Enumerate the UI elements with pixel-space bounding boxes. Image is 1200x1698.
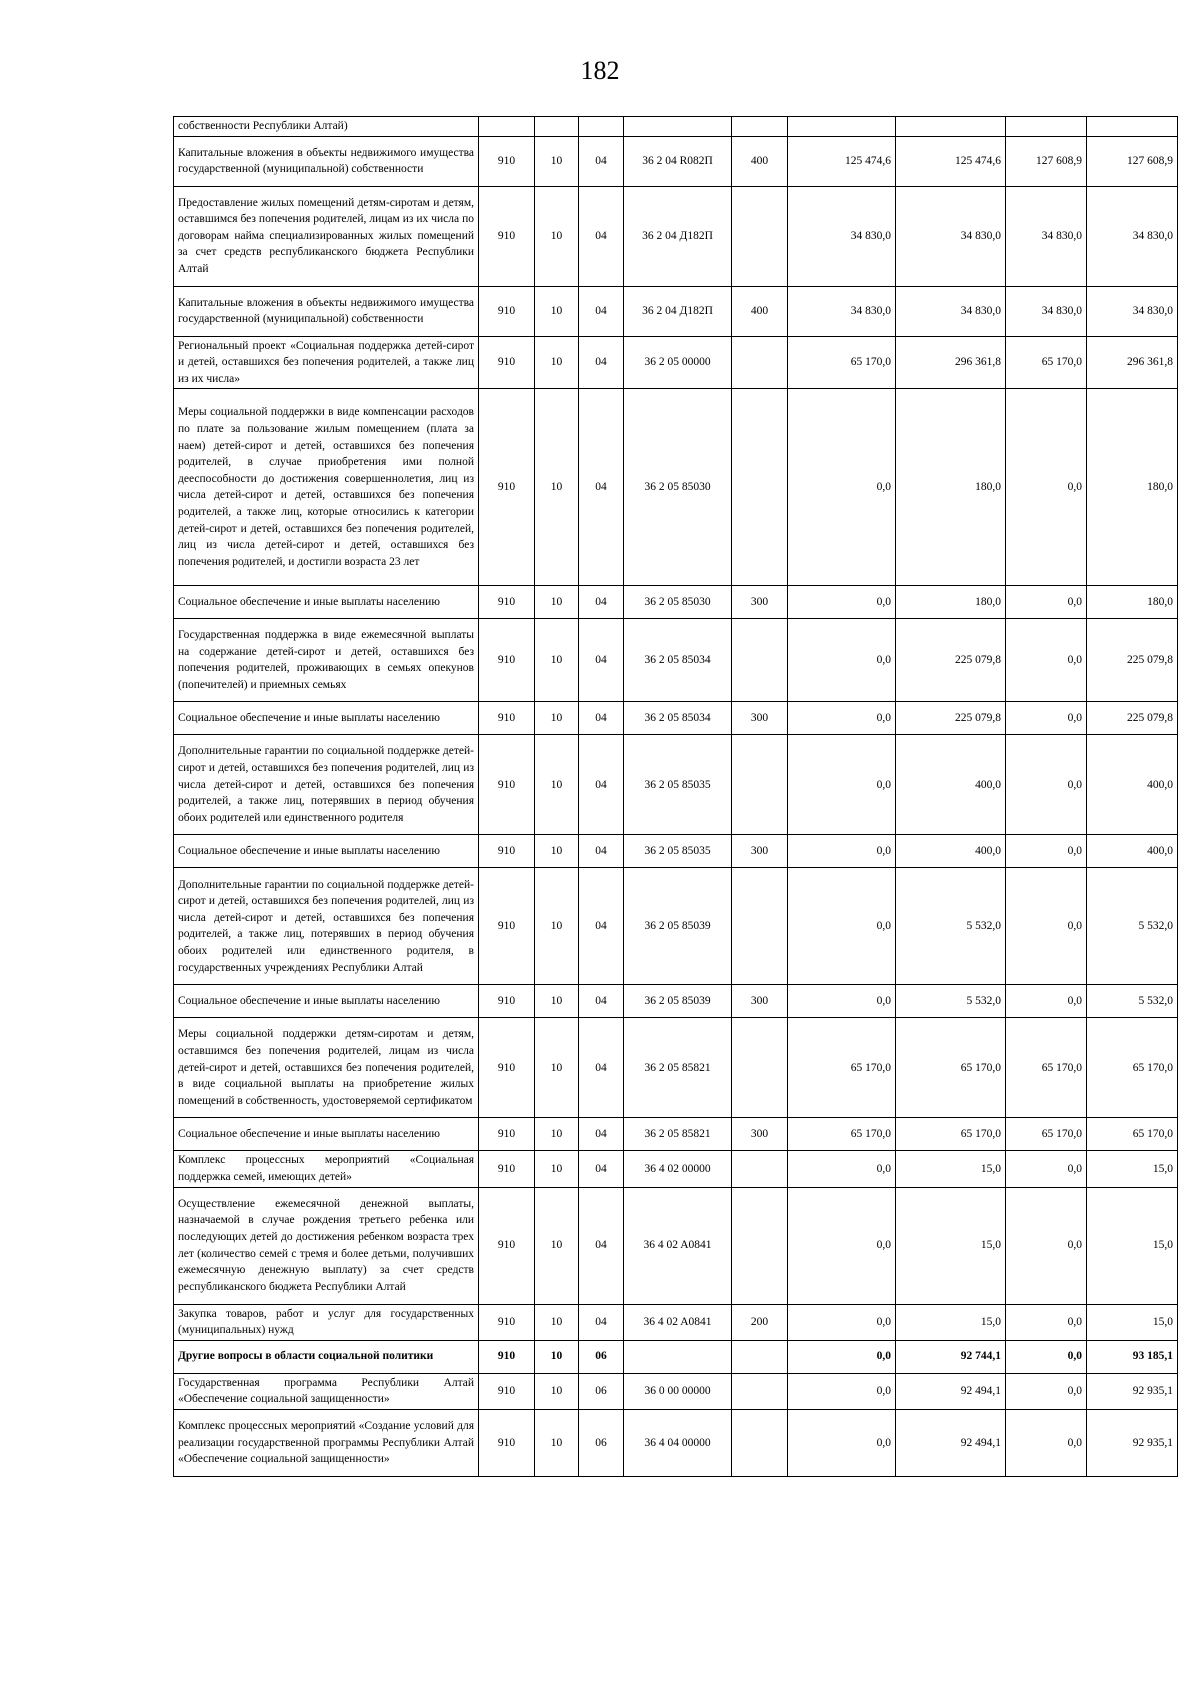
table-row: [174, 868, 1178, 985]
cell-target-article: 36 2 05 85035: [624, 835, 732, 868]
cell-target-article: [624, 1340, 732, 1373]
cell-subsection: 04: [579, 619, 624, 702]
cell-grbs: 910: [479, 1187, 535, 1304]
table-row: [174, 1373, 1178, 1409]
cell-amount-3: 0,0: [1006, 1151, 1087, 1187]
cell-name: Меры социальной поддержки детям-сиротам и детям, оставшимся без попечения родителей, лицам из числа детей-сирот и детей, оставшихся без попечения родителей, в виде социальной выплаты на приобретение жилых помещений в собственность, удостоверяемой сертификатом: [174, 1018, 479, 1118]
cell-name: Осуществление ежемесячной денежной выплаты, назначаемой в случае рождения третьего ребенка или последующих детей до достижения ребенком возраста трех лет (количество семей с тремя и более детьми, получивших ежемесячную денежную выплату) за счет средств республиканского бюджета Республики Алтай: [174, 1187, 479, 1304]
cell-amount-2: 15,0: [896, 1151, 1006, 1187]
cell-section: 10: [535, 389, 579, 586]
cell-grbs: 910: [479, 586, 535, 619]
cell-target-article: 36 2 04 Д182П: [624, 286, 732, 336]
cell-section: 10: [535, 985, 579, 1018]
cell-expense-type: 200: [732, 1304, 788, 1340]
cell-amount-2: 34 830,0: [896, 186, 1006, 286]
cell-expense-type: [732, 1151, 788, 1187]
cell-target-article: 36 4 02 00000: [624, 1151, 732, 1187]
cell-subsection: 04: [579, 868, 624, 985]
cell-amount-3: 0,0: [1006, 1187, 1087, 1304]
cell-section: 10: [535, 1151, 579, 1187]
cell-amount-1: 0,0: [788, 1187, 896, 1304]
cell-amount-1: 125 474,6: [788, 136, 896, 186]
cell-section: 10: [535, 702, 579, 735]
cell-amount-1: 0,0: [788, 985, 896, 1018]
cell-grbs: 910: [479, 1018, 535, 1118]
table-row: [174, 702, 1178, 735]
cell-amount-4: 92 935,1: [1087, 1409, 1178, 1476]
cell-target-article: 36 2 05 85821: [624, 1118, 732, 1151]
cell-expense-type: [732, 1340, 788, 1373]
cell-grbs: 910: [479, 286, 535, 336]
cell-subsection: 04: [579, 1187, 624, 1304]
cell-amount-2: 15,0: [896, 1187, 1006, 1304]
table-row: [174, 1409, 1178, 1476]
cell-amount-4: 400,0: [1087, 835, 1178, 868]
cell-name: Капитальные вложения в объекты недвижимого имущества государственной (муниципальной) собственности: [174, 136, 479, 186]
cell-name: Закупка товаров, работ и услуг для государственных (муниципальных) нужд: [174, 1304, 479, 1340]
cell-expense-type: [732, 117, 788, 137]
cell-grbs: 910: [479, 136, 535, 186]
table-row: [174, 117, 1178, 137]
cell-amount-3: 0,0: [1006, 619, 1087, 702]
cell-expense-type: [732, 1373, 788, 1409]
cell-target-article: 36 2 05 85039: [624, 868, 732, 985]
cell-amount-2: 92 494,1: [896, 1373, 1006, 1409]
cell-section: 10: [535, 1304, 579, 1340]
cell-name: Социальное обеспечение и иные выплаты населению: [174, 702, 479, 735]
cell-section: 10: [535, 336, 579, 389]
cell-grbs: 910: [479, 336, 535, 389]
cell-subsection: 04: [579, 1118, 624, 1151]
cell-amount-1: 0,0: [788, 1373, 896, 1409]
cell-amount-2: 225 079,8: [896, 619, 1006, 702]
cell-amount-3: 65 170,0: [1006, 336, 1087, 389]
cell-grbs: 910: [479, 985, 535, 1018]
table-row: [174, 1018, 1178, 1118]
cell-expense-type: [732, 619, 788, 702]
cell-amount-3: 0,0: [1006, 1340, 1087, 1373]
cell-name: Социальное обеспечение и иные выплаты населению: [174, 835, 479, 868]
cell-target-article: 36 2 05 85030: [624, 586, 732, 619]
cell-name: Социальное обеспечение и иные выплаты населению: [174, 586, 479, 619]
table-row: [174, 186, 1178, 286]
cell-name: Комплекс процессных мероприятий «Создание условий для реализации государственной программы Республики Алтай «Обеспечение социальной защищенности»: [174, 1409, 479, 1476]
budget-table: [173, 116, 1178, 1477]
cell-amount-1: 0,0: [788, 1409, 896, 1476]
cell-amount-3: 0,0: [1006, 868, 1087, 985]
cell-section: 10: [535, 619, 579, 702]
cell-amount-4: 15,0: [1087, 1151, 1178, 1187]
cell-amount-4: 296 361,8: [1087, 336, 1178, 389]
cell-amount-2: 296 361,8: [896, 336, 1006, 389]
cell-amount-3: 0,0: [1006, 835, 1087, 868]
table-row: [174, 985, 1178, 1018]
cell-subsection: 04: [579, 136, 624, 186]
table-row: [174, 1151, 1178, 1187]
cell-amount-1: 0,0: [788, 735, 896, 835]
table-row: [174, 735, 1178, 835]
cell-section: 10: [535, 868, 579, 985]
cell-amount-2: 5 532,0: [896, 985, 1006, 1018]
cell-grbs: 910: [479, 1340, 535, 1373]
cell-subsection: 04: [579, 389, 624, 586]
cell-target-article: 36 2 05 85821: [624, 1018, 732, 1118]
cell-name: Предоставление жилых помещений детям-сиротам и детям, оставшимся без попечения родителей, лицам из их числа по договорам найма специализированных жилых помещений за счет средств республиканского бюджета Республики Алтай: [174, 186, 479, 286]
cell-target-article: 36 2 05 00000: [624, 336, 732, 389]
cell-amount-1: 65 170,0: [788, 336, 896, 389]
cell-amount-3: [1006, 117, 1087, 137]
cell-amount-3: 65 170,0: [1006, 1018, 1087, 1118]
cell-section: 10: [535, 1373, 579, 1409]
cell-subsection: 04: [579, 286, 624, 336]
cell-amount-2: 180,0: [896, 586, 1006, 619]
cell-amount-2: 400,0: [896, 835, 1006, 868]
cell-expense-type: 300: [732, 586, 788, 619]
cell-amount-3: 0,0: [1006, 702, 1087, 735]
cell-grbs: 910: [479, 1409, 535, 1476]
cell-amount-4: 5 532,0: [1087, 985, 1178, 1018]
cell-grbs: 910: [479, 1304, 535, 1340]
cell-amount-1: 0,0: [788, 1151, 896, 1187]
cell-amount-2: 125 474,6: [896, 136, 1006, 186]
cell-amount-4: 15,0: [1087, 1304, 1178, 1340]
cell-section: 10: [535, 286, 579, 336]
cell-expense-type: 300: [732, 702, 788, 735]
cell-name: Дополнительные гарантии по социальной поддержке детей-сирот и детей, оставшихся без попечения родителей, лиц из числа детей-сирот и детей, оставшихся без попечения родителей, а также лиц, потерявших в период обучения обоих родителей или единственного родителя, в государственных учреждениях Республики Алтай: [174, 868, 479, 985]
cell-amount-4: 15,0: [1087, 1187, 1178, 1304]
cell-grbs: 910: [479, 702, 535, 735]
cell-grbs: 910: [479, 735, 535, 835]
cell-expense-type: [732, 186, 788, 286]
cell-amount-4: 180,0: [1087, 586, 1178, 619]
cell-expense-type: 300: [732, 985, 788, 1018]
cell-amount-3: 0,0: [1006, 735, 1087, 835]
cell-expense-type: [732, 1187, 788, 1304]
cell-section: 10: [535, 1187, 579, 1304]
cell-grbs: 910: [479, 1373, 535, 1409]
cell-amount-2: 92 494,1: [896, 1409, 1006, 1476]
cell-amount-1: 34 830,0: [788, 286, 896, 336]
cell-amount-1: 0,0: [788, 868, 896, 985]
cell-target-article: 36 2 05 85035: [624, 735, 732, 835]
cell-section: [535, 117, 579, 137]
cell-subsection: 04: [579, 1018, 624, 1118]
cell-amount-1: 34 830,0: [788, 186, 896, 286]
cell-subsection: 04: [579, 186, 624, 286]
table-row: [174, 389, 1178, 586]
cell-subsection: 04: [579, 1304, 624, 1340]
cell-amount-1: 0,0: [788, 619, 896, 702]
cell-expense-type: [732, 868, 788, 985]
cell-subsection: 06: [579, 1373, 624, 1409]
cell-amount-4: 34 830,0: [1087, 286, 1178, 336]
cell-section: 10: [535, 1340, 579, 1373]
cell-subsection: 04: [579, 586, 624, 619]
cell-amount-3: 0,0: [1006, 1304, 1087, 1340]
cell-expense-type: 300: [732, 1118, 788, 1151]
cell-name: Дополнительные гарантии по социальной поддержке детей-сирот и детей, оставшихся без попечения родителей, лиц из числа детей-сирот и детей, оставшихся без попечения родителей, а также лиц, потерявших в период обучения обоих родителей или единственного родителя: [174, 735, 479, 835]
cell-amount-1: 65 170,0: [788, 1118, 896, 1151]
cell-amount-1: 0,0: [788, 835, 896, 868]
cell-amount-4: [1087, 117, 1178, 137]
cell-grbs: 910: [479, 186, 535, 286]
cell-subsection: 04: [579, 702, 624, 735]
cell-amount-3: 65 170,0: [1006, 1118, 1087, 1151]
cell-section: 10: [535, 835, 579, 868]
cell-grbs: 910: [479, 619, 535, 702]
cell-name: собственности Республики Алтай): [174, 117, 479, 137]
cell-amount-2: 92 744,1: [896, 1340, 1006, 1373]
table-row: [174, 1304, 1178, 1340]
cell-section: 10: [535, 735, 579, 835]
cell-amount-3: 0,0: [1006, 1373, 1087, 1409]
cell-grbs: [479, 117, 535, 137]
cell-amount-4: 92 935,1: [1087, 1373, 1178, 1409]
cell-expense-type: 400: [732, 286, 788, 336]
cell-expense-type: [732, 735, 788, 835]
cell-amount-2: 34 830,0: [896, 286, 1006, 336]
cell-section: 10: [535, 1409, 579, 1476]
cell-subsection: [579, 117, 624, 137]
cell-amount-1: 0,0: [788, 1304, 896, 1340]
cell-amount-2: 400,0: [896, 735, 1006, 835]
cell-section: 10: [535, 1118, 579, 1151]
cell-target-article: 36 4 02 A0841: [624, 1187, 732, 1304]
cell-subsection: 06: [579, 1409, 624, 1476]
cell-amount-1: 0,0: [788, 1340, 896, 1373]
cell-amount-3: 0,0: [1006, 1409, 1087, 1476]
cell-target-article: 36 4 04 00000: [624, 1409, 732, 1476]
cell-amount-2: 65 170,0: [896, 1118, 1006, 1151]
table-row: [174, 1340, 1178, 1373]
cell-amount-4: 5 532,0: [1087, 868, 1178, 985]
cell-amount-3: 127 608,9: [1006, 136, 1087, 186]
table-row: [174, 619, 1178, 702]
cell-expense-type: [732, 1409, 788, 1476]
cell-section: 10: [535, 586, 579, 619]
cell-amount-1: 0,0: [788, 389, 896, 586]
cell-amount-3: 0,0: [1006, 389, 1087, 586]
cell-amount-1: 65 170,0: [788, 1018, 896, 1118]
table-row: [174, 136, 1178, 186]
cell-amount-3: 0,0: [1006, 985, 1087, 1018]
cell-subsection: 04: [579, 1151, 624, 1187]
cell-target-article: 36 2 05 85030: [624, 389, 732, 586]
cell-grbs: 910: [479, 868, 535, 985]
cell-amount-1: 0,0: [788, 702, 896, 735]
cell-target-article: 36 2 05 85039: [624, 985, 732, 1018]
cell-grbs: 910: [479, 1118, 535, 1151]
cell-amount-4: 180,0: [1087, 389, 1178, 586]
cell-target-article: 36 2 05 85034: [624, 619, 732, 702]
cell-name: Социальное обеспечение и иные выплаты населению: [174, 1118, 479, 1151]
cell-grbs: 910: [479, 1151, 535, 1187]
cell-subsection: 04: [579, 735, 624, 835]
cell-section: 10: [535, 1018, 579, 1118]
cell-target-article: 36 2 04 Д182П: [624, 186, 732, 286]
cell-expense-type: [732, 1018, 788, 1118]
cell-subsection: 04: [579, 835, 624, 868]
cell-target-article: 36 4 02 A0841: [624, 1304, 732, 1340]
cell-subsection: 04: [579, 336, 624, 389]
cell-name: Социальное обеспечение и иные выплаты населению: [174, 985, 479, 1018]
cell-amount-4: 65 170,0: [1087, 1118, 1178, 1151]
cell-amount-1: [788, 117, 896, 137]
cell-amount-4: 225 079,8: [1087, 619, 1178, 702]
cell-target-article: 36 0 00 00000: [624, 1373, 732, 1409]
cell-amount-2: [896, 117, 1006, 137]
cell-section: 10: [535, 136, 579, 186]
cell-amount-4: 65 170,0: [1087, 1018, 1178, 1118]
cell-amount-2: 180,0: [896, 389, 1006, 586]
table-row: [174, 286, 1178, 336]
cell-amount-3: 34 830,0: [1006, 286, 1087, 336]
cell-name: Комплекс процессных мероприятий «Социальная поддержка семей, имеющих детей»: [174, 1151, 479, 1187]
cell-amount-2: 225 079,8: [896, 702, 1006, 735]
cell-name: Государственная программа Республики Алтай «Обеспечение социальной защищенности»: [174, 1373, 479, 1409]
cell-amount-2: 15,0: [896, 1304, 1006, 1340]
cell-amount-4: 225 079,8: [1087, 702, 1178, 735]
table-row: [174, 586, 1178, 619]
cell-name: Другие вопросы в области социальной политики: [174, 1340, 479, 1373]
cell-name: Государственная поддержка в виде ежемесячной выплаты на содержание детей-сирот и детей, оставшихся без попечения родителей, проживающих в семьях опекунов (попечителей) и приемных семьях: [174, 619, 479, 702]
cell-amount-3: 34 830,0: [1006, 186, 1087, 286]
cell-grbs: 910: [479, 389, 535, 586]
cell-grbs: 910: [479, 835, 535, 868]
cell-target-article: 36 2 05 85034: [624, 702, 732, 735]
table-row: [174, 835, 1178, 868]
cell-section: 10: [535, 186, 579, 286]
cell-name: Региональный проект «Социальная поддержка детей-сирот и детей, оставшихся без попечения родителей, а также лиц из их числа»: [174, 336, 479, 389]
cell-amount-4: 34 830,0: [1087, 186, 1178, 286]
cell-amount-2: 65 170,0: [896, 1018, 1006, 1118]
cell-expense-type: 400: [732, 136, 788, 186]
cell-amount-4: 93 185,1: [1087, 1340, 1178, 1373]
cell-amount-3: 0,0: [1006, 586, 1087, 619]
cell-amount-4: 127 608,9: [1087, 136, 1178, 186]
cell-amount-2: 5 532,0: [896, 868, 1006, 985]
cell-expense-type: 300: [732, 835, 788, 868]
cell-name: Меры социальной поддержки в виде компенсации расходов по плате за пользование жилым помещением (плата за наем) детей-сирот и детей, оставшихся без попечения родителей, в случае приобретения ими полной дееспособности до достижения совершеннолетия, лиц из числа детей-сирот и детей, оставшихся без попечения родителей, а также лиц, которые относились к категории детей-сирот и детей, оставшихся без попечения родителей, лиц из числа детей-сирот и детей, оставшихся без попечения родителей, и достигли возраста 23 лет: [174, 389, 479, 586]
cell-name: Капитальные вложения в объекты недвижимого имущества государственной (муниципальной) собственности: [174, 286, 479, 336]
cell-expense-type: [732, 336, 788, 389]
page-number: 182: [580, 56, 620, 85]
cell-expense-type: [732, 389, 788, 586]
cell-amount-4: 400,0: [1087, 735, 1178, 835]
cell-target-article: [624, 117, 732, 137]
table-row: [174, 1187, 1178, 1304]
cell-subsection: 06: [579, 1340, 624, 1373]
cell-target-article: 36 2 04 R082П: [624, 136, 732, 186]
cell-subsection: 04: [579, 985, 624, 1018]
table-row: [174, 336, 1178, 389]
cell-amount-1: 0,0: [788, 586, 896, 619]
table-row: [174, 1118, 1178, 1151]
